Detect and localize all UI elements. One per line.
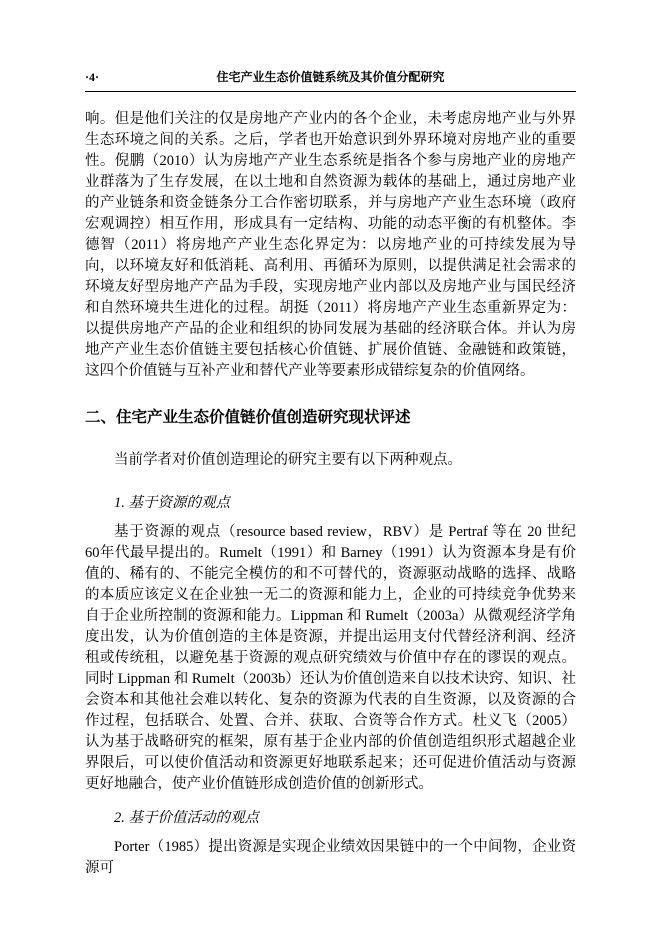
- paragraph-value-activity: Porter（1985）提出资源是实现企业绩效因果链中的一个中间物，企业资源可: [85, 839, 576, 876]
- page-number: ·4·: [85, 70, 100, 84]
- paragraph-resource-view: 基于资源的观点（resource based review，RBV）是 Pertraf 等在 20 世纪 60年代最早提出的。Rumelt（1991）和 Barney（1991）认为资源本身是有价值的、稀有的、不能完全模仿的和不可替代的，资源驱动战略的选择、战略的本质应该定义在企业独一无二的资源和能力上，企业的可持续竞争优势来自于企业所控制的资源和能力。Lippman 和 Rumelt（2003a）从微观经济学角度出发，认为价值创造的主体是资源，并提出运用支付代替经济利润、经济租或传统租，以避免基于资源的观点研究绩效与价值中存在的谬误的观点。同时 Lippman 和 Rumelt（2003b）还认为价值创造来自以技术诀窍、知识、社会资本和其他社会难以转化、复杂的资源为代表的自生资源，以及资源的合作过程，包括联合、处置、合并、获取、合资等合作方式。杜义飞（2005）认为基于战略研究的框架，原有基于企业内部的价值创造组织形式超越企业界限后，可以使价值活动和资源更好地联系起来；还可促进价值活动与资源更好地融合，使产业价值链形成创造价值的创新形式。: [85, 524, 576, 792]
- section-heading: 二、住宅产业生态价值链价值创造研究现状评述: [85, 409, 411, 426]
- page-body: [85, 92, 576, 879]
- paragraph-continuation: 响。但是他们关注的仅是房地产产业内的各个企业，未考虑房地产业与外界生态环境之间的关系。之后，学者也开始意识到外界环境对房地产业的重要性。倪鹏（2010）认为房地产产业生态系统是指各个参与房地产业的房地产业群落为了生存发展，在以土地和自然资源为载体的基础上，通过房地产业的产业链条和资金链条分工合作密切联系，并与房地产产业生态环境（政府宏观调控）相互作用，形成具有一定结构、功能的动态平衡的有机整体。李德智（2011）将房地产产业生态化界定为：以房地产业的可持续发展为导向，以环境友好和低消耗、高利用、再循环为原则，以提供满足社会需求的环境友好型房地产产品为手段，实现房地产业内部以及房地产业与国民经济和自然环境共生进化的过程。胡挺（2011）将房地产产业生态重新界定为：以提供房地产产品的企业和组织的协同发展为基础的经济联合体。并认为房地产产业生态价值链主要包括核心价值链、扩展价值链、金融链和政策链，这四个价值链与互补产业和替代产业等要素形成错综复杂的价值网络。: [85, 111, 576, 379]
- subheading-value-activity-view: 2. 基于价值活动的观点: [114, 810, 259, 826]
- page-header: [85, 68, 576, 86]
- subheading-resource-view: 1. 基于资源的观点: [114, 495, 230, 511]
- paragraph-intro: 当前学者对价值创造理论的研究主要有以下两种观点。: [114, 452, 462, 468]
- running-title: 住宅产业生态价值链系统及其价值分配研究: [216, 70, 445, 84]
